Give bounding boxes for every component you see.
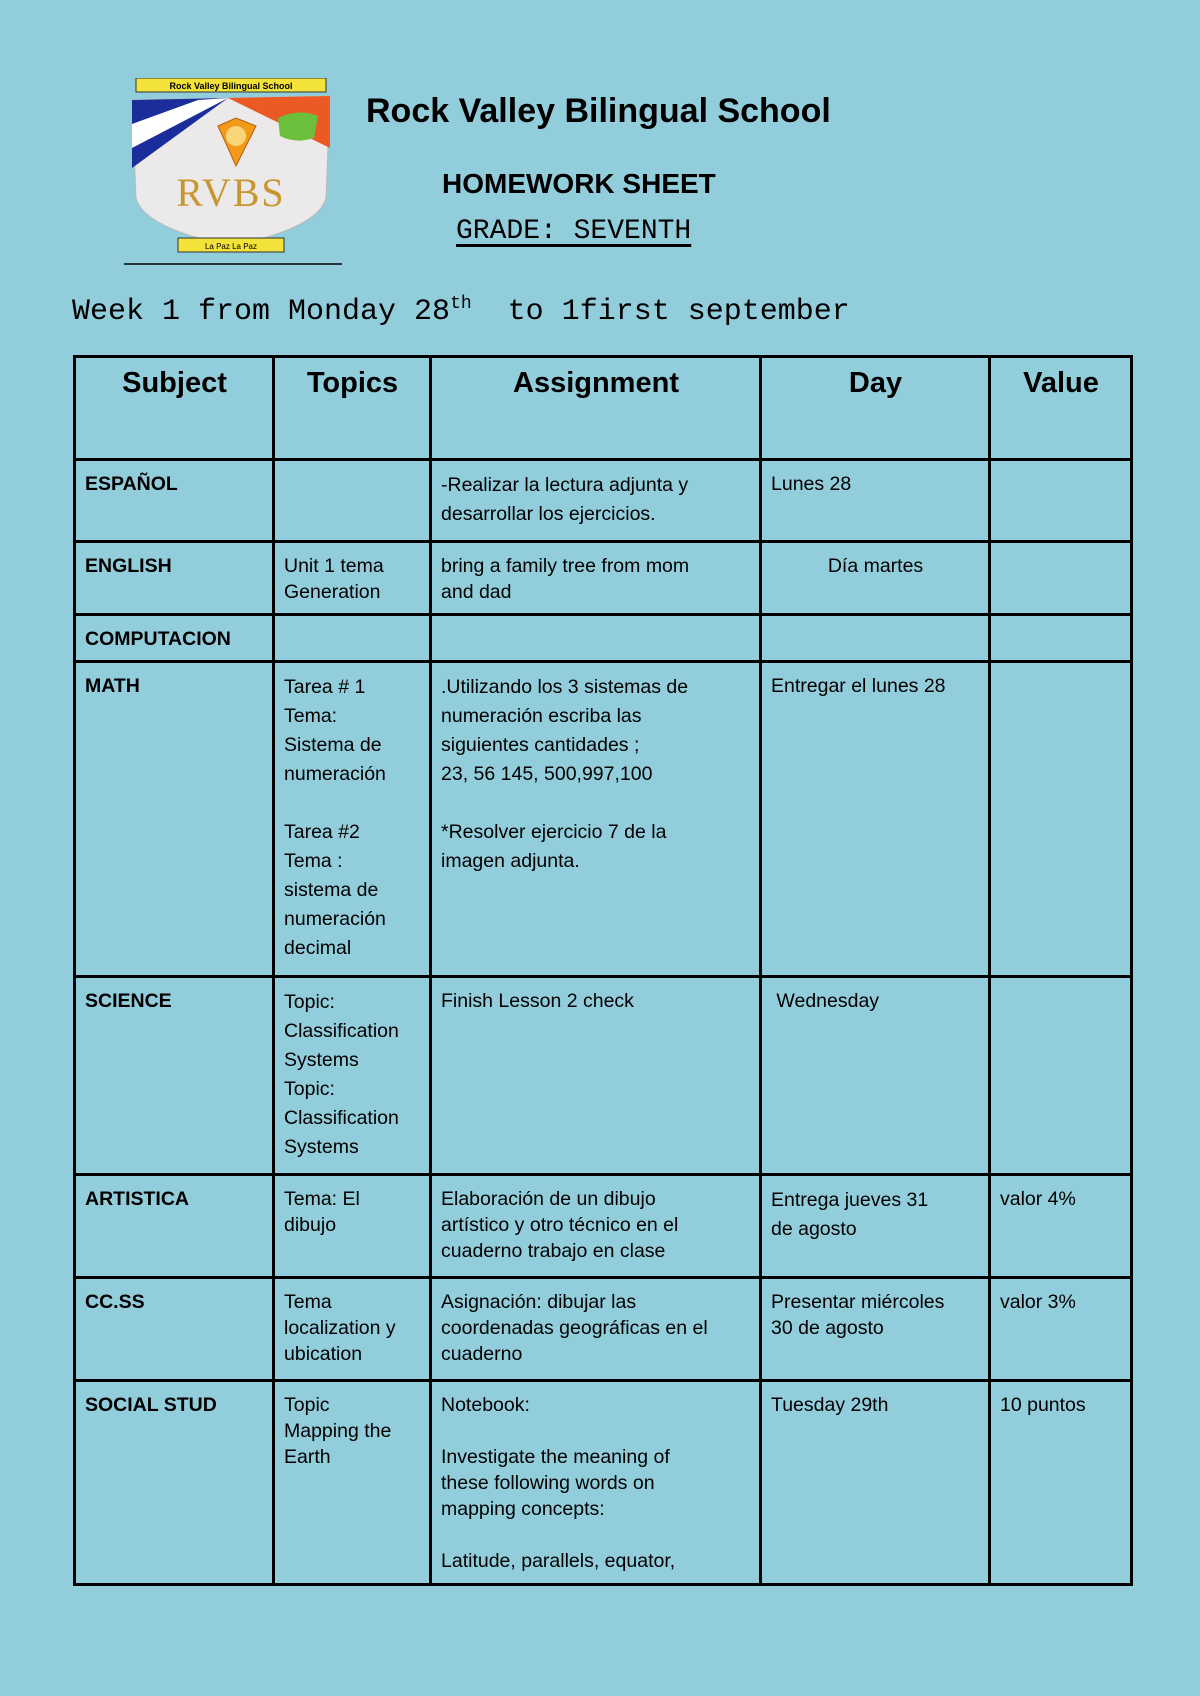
logo-letters: RVBS: [176, 170, 286, 215]
topics-cell: Tarea # 1 Tema: Sistema de numeración Tarea #2 Tema : sistema de numeración decimal: [274, 662, 431, 977]
column-header-day: Day: [761, 357, 990, 460]
assignment-cell: Elaboración de un dibujo artístico y otro técnico en el cuaderno trabajo en clase: [431, 1175, 761, 1278]
value-cell: 10 puntos: [990, 1381, 1132, 1585]
table-row: [75, 662, 1132, 977]
table-header-row: [75, 357, 1132, 460]
logo-banner-text: Rock Valley Bilingual School: [169, 81, 293, 91]
subject-cell: SCIENCE: [75, 977, 274, 1175]
assignment-cell: [431, 615, 761, 662]
day-cell: Entregar el lunes 28: [761, 662, 990, 977]
day-cell: Día martes: [761, 542, 990, 615]
value-cell: valor 3%: [990, 1278, 1132, 1381]
week-line: [72, 294, 850, 329]
value-cell: valor 4%: [990, 1175, 1132, 1278]
week-superscript: th: [450, 294, 472, 314]
topics-cell: Unit 1 tema Generation: [274, 542, 431, 615]
logo-motto: La Paz La Paz: [204, 242, 258, 251]
topics-cell: Tema localization y ubication: [274, 1278, 431, 1381]
table-row: [75, 615, 1132, 662]
assignment-cell: .Utilizando los 3 sistemas de numeración escriba las siguientes cantidades ; 23, 56 145, 500,997,100 *Resolver ejercicio 7 de la imagen adjunta.: [431, 662, 761, 977]
day-cell: Wednesday: [761, 977, 990, 1175]
school-name: Rock Valley Bilingual School: [366, 92, 831, 130]
week-suffix: to 1first september: [471, 295, 850, 329]
subject-cell: MATH: [75, 662, 274, 977]
table-row: [75, 1278, 1132, 1381]
day-cell: Presentar miércoles 30 de agosto: [761, 1278, 990, 1381]
table-row: [75, 1381, 1132, 1585]
week-prefix: Week 1 from Monday 28: [72, 295, 451, 329]
day-cell: Tuesday 29th: [761, 1381, 990, 1585]
value-cell: [990, 460, 1132, 542]
topics-cell: Topic: Classification Systems Topic: Classification Systems: [274, 977, 431, 1175]
column-header-assignment: Assignment: [431, 357, 761, 460]
value-cell: [990, 977, 1132, 1175]
value-cell: [990, 662, 1132, 977]
table-row: [75, 460, 1132, 542]
homework-table: [73, 355, 1133, 1586]
subject-cell: COMPUTACION: [75, 615, 274, 662]
table-row: [75, 542, 1132, 615]
assignment-cell: Finish Lesson 2 check: [431, 977, 761, 1175]
day-cell: Entrega jueves 31 de agosto: [761, 1175, 990, 1278]
subject-cell: CC.SS: [75, 1278, 274, 1381]
topics-cell: [274, 460, 431, 542]
column-header-subject: Subject: [75, 357, 274, 460]
table-row: [75, 1175, 1132, 1278]
subject-cell: ESPAÑOL: [75, 460, 274, 542]
value-cell: [990, 615, 1132, 662]
grade-label: GRADE: SEVENTH: [456, 216, 692, 247]
assignment-cell: Asignación: dibujar las coordenadas geográficas en el cuaderno: [431, 1278, 761, 1381]
sheet-title: HOMEWORK SHEET: [442, 168, 716, 199]
subject-cell: SOCIAL STUD: [75, 1381, 274, 1585]
subject-cell: ENGLISH: [75, 542, 274, 615]
assignment-cell: bring a family tree from mom and dad: [431, 542, 761, 615]
topics-cell: Tema: El dibujo: [274, 1175, 431, 1278]
school-logo: [118, 78, 344, 268]
column-header-topics: Topics: [274, 357, 431, 460]
value-cell: [990, 542, 1132, 615]
assignment-cell: Notebook: Investigate the meaning of these following words on mapping concepts: Latitude, parallels, equator,: [431, 1381, 761, 1585]
topics-cell: Topic Mapping the Earth: [274, 1381, 431, 1585]
day-cell: [761, 615, 990, 662]
topics-cell: [274, 615, 431, 662]
assignment-cell: -Realizar la lectura adjunta y desarrollar los ejercicios.: [431, 460, 761, 542]
column-header-value: Value: [990, 357, 1132, 460]
day-cell: Lunes 28: [761, 460, 990, 542]
subject-cell: ARTISTICA: [75, 1175, 274, 1278]
table-row: [75, 977, 1132, 1175]
